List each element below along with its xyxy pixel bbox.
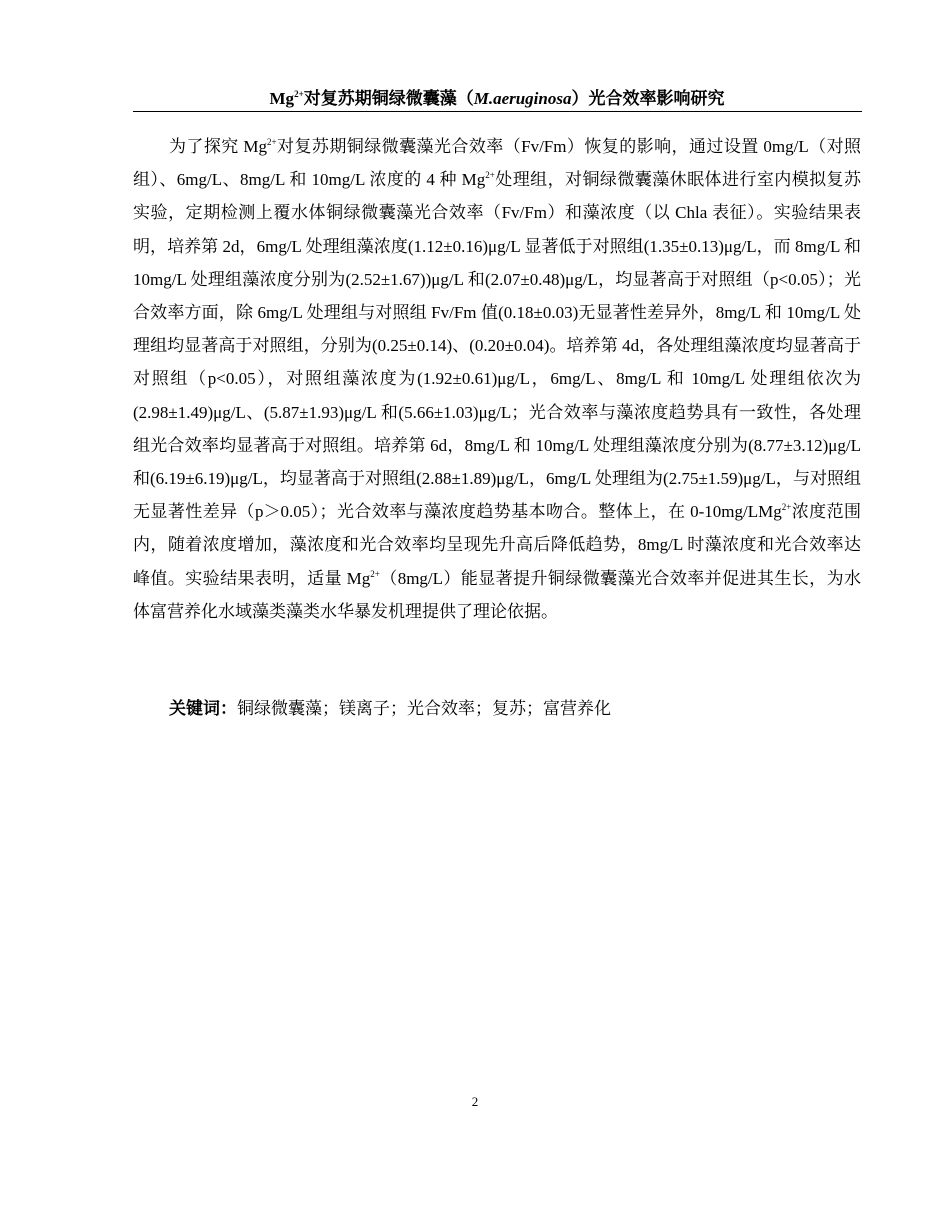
abstract-text-3: 处理组，对铜绿微囊藻休眠体进行室内模拟复苏实验，定期检测上覆水体铜绿微囊藻光合效率（Fv/Fm）和藻浓度（以 Chla 表征）。实验结果表明，培养第 2d，6mg/L 处理组藻浓度(1.12±0.16)μg/L 显著低于对照组(1.35±0.13)μg/L，而 8mg/L 和 10mg/L 处理组藻浓度分别为(2.52±1.67))μg/L 和(2.07±0.48)μg/L，均显著高于对照组（p<0.05）；光合效率方面，除 6mg/L 处理组与对照组 Fv/Fm 值(0.18±0.03)无显著性差异外，8mg/L 和 10mg/L 处理组均显著高于对照组，分别为(0.25±0.14)、(0.20±0.04)。培养第 4d，各处理组藻浓度均显著高于对照组（p<0.05），对照组藻浓度为(1.92±0.61)μg/L，6mg/L、8mg/L 和 10mg/L 处理组依次为(2.98±1.49)μg/L、(5.87±1.93)μg/L 和(5.66±1.03)μg/L；光合效率与藻浓度趋势具有一致性，各处理组光合效率均显著高于对照组。培养第 6d，8mg/L 和 10mg/L 处理组藻浓度分别为(8.77±3.12)μg/L 和(6.19±6.19)μg/L，均显著高于对照组(2.88±1.89)μg/L，6mg/L 处理组为(2.75±1.59)μg/L，与对照组无显著性差异（p＞0.05）；光合效率与藻浓度趋势基本吻合。整体上，在 0-10mg/LMg bbox=[133, 170, 861, 522]
page-number: 2 bbox=[471, 1094, 479, 1109]
abstract-text-2: 对复苏期铜绿微囊藻光合效率（Fv/Fm）恢复的影响，通过设置 0mg/L（对照组）、6mg/L、8mg/L 和 10mg/L 浓度的 4 种 Mg bbox=[133, 137, 862, 190]
header-rule bbox=[133, 111, 862, 112]
abstract-superscript-1: 2+ bbox=[267, 137, 277, 147]
abstract-superscript-4: 2+ bbox=[370, 568, 380, 579]
keywords-label: 关键词： bbox=[169, 699, 237, 718]
abstract-text-5: （8mg/L）能显著提升铜绿微囊藻光合效率并促进其生长，为水体富营养化水域藻类藻类水华暴发机理提供了理论依据。 bbox=[133, 568, 861, 621]
keywords-line bbox=[133, 692, 861, 725]
header-title-superscript: 2+ bbox=[294, 89, 304, 99]
abstract-superscript-3: 2+ bbox=[781, 502, 792, 513]
header-title-middle: 对复苏期铜绿微囊藻（ bbox=[303, 89, 474, 108]
keywords-text: 铜绿微囊藻；镁离子；光合效率；复苏；富营养化 bbox=[237, 699, 611, 718]
header-title-species: M.aeruginosa bbox=[473, 89, 572, 108]
header-title-end: ）光合效率影响研究 bbox=[571, 89, 725, 108]
abstract-paragraph bbox=[133, 130, 861, 628]
abstract-superscript-2: 2+ bbox=[485, 170, 495, 181]
abstract-text-1: 为了探究 Mg bbox=[169, 137, 268, 156]
abstract-text-4: 浓度范围内，随着浓度增加，藻浓度和光合效率均呈现先升高后降低趋势，8mg/L 时藻浓度和光合效率达峰值。实验结果表明，适量 Mg bbox=[133, 502, 862, 588]
running-header-title bbox=[133, 88, 861, 110]
header-title-mg: Mg bbox=[269, 89, 295, 108]
